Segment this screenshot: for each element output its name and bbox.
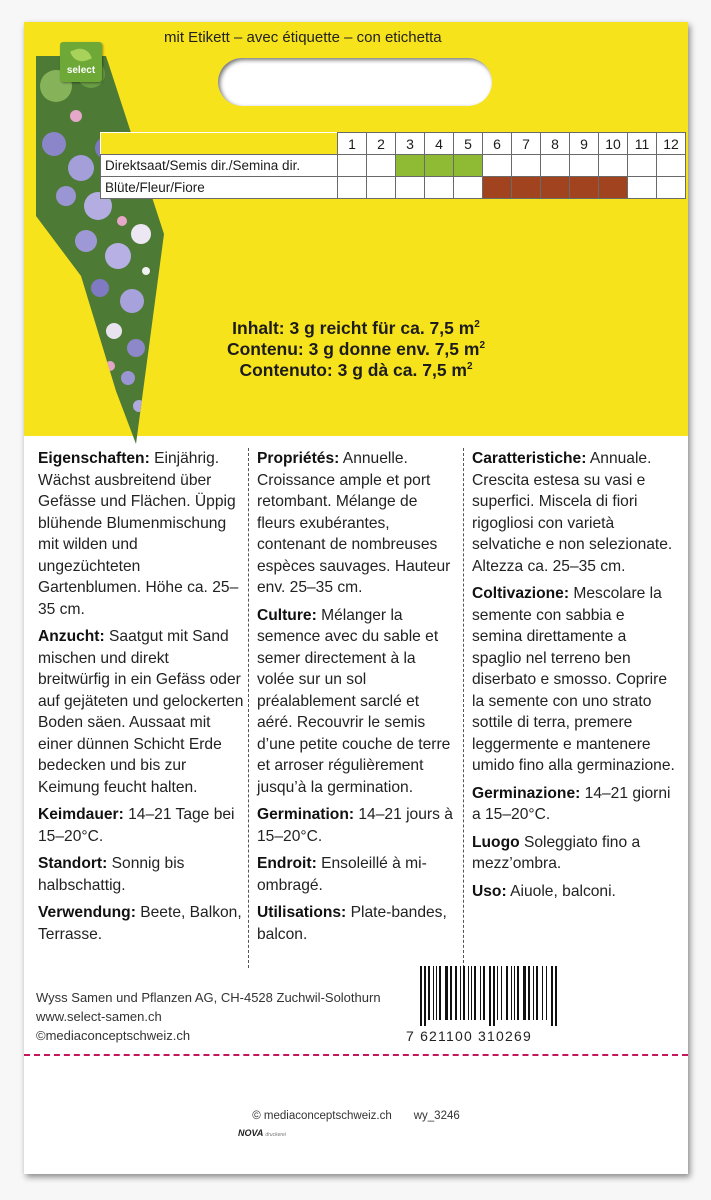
calendar-cell	[657, 155, 686, 177]
barcode-bar	[501, 966, 502, 1020]
barcode-bar	[489, 966, 491, 1026]
product-code: wy_3246	[413, 1110, 460, 1122]
barcode-bar	[517, 966, 519, 1020]
barcode	[406, 966, 652, 1046]
paragraph: Caratteristiche: Annuale. Crescita estesa su vasi e superfici. Miscela di fiori rigogliosi con varietà selvatiche e non selezionate. Altezza ca. 25–35 cm.	[472, 450, 673, 575]
barcode-bar	[450, 966, 452, 1020]
label-note: mit Etikett – avec étiquette – con etichetta	[164, 29, 442, 46]
calendar-cell	[454, 155, 483, 177]
paragraph: Standort: Sonnig bis halbschattig.	[38, 855, 185, 894]
month-8: 8	[541, 133, 570, 155]
publisher-info	[36, 988, 381, 1045]
month-10: 10	[599, 133, 628, 155]
barcode-bar	[433, 966, 434, 1020]
barcode-bar	[474, 966, 476, 1020]
calendar-cell	[425, 155, 454, 177]
paragraph: Anzucht: Saatgut mit Sand mischen und direkt breitwürfig in ein Gefäss oder auf gejäteten und gelockerten Boden säen. Aussaat mit einer dünnen Schicht Erde bedecken und bis zur Keimung feucht halten.	[38, 628, 244, 796]
calendar-cell	[338, 155, 367, 177]
french-column	[257, 448, 457, 951]
barcode-bars	[406, 966, 652, 1026]
calendar-cell	[396, 155, 425, 177]
calendar-cell	[541, 155, 570, 177]
paragraph: Verwendung: Beete, Balkon, Terrasse.	[38, 904, 242, 943]
month-3: 3	[396, 133, 425, 155]
calendar-cell	[367, 155, 396, 177]
barcode-bar	[483, 966, 485, 1020]
calendar-corner	[101, 133, 338, 155]
calendar-cell	[396, 177, 425, 199]
barcode-bar	[497, 966, 498, 1020]
paragraph: Keimdauer: 14–21 Tage bei 15–20°C.	[38, 806, 235, 845]
paragraph: Uso: Aiuole, balconi.	[472, 882, 616, 900]
cut-line	[24, 1054, 688, 1056]
barcode-bar	[463, 966, 465, 1020]
barcode-bar	[445, 966, 448, 1020]
calendar-cell	[599, 155, 628, 177]
barcode-bar	[455, 966, 457, 1020]
calendar-cell	[628, 155, 657, 177]
calendar-header-row	[101, 133, 686, 155]
barcode-bar	[533, 966, 534, 1020]
calendar-cell	[570, 155, 599, 177]
month-6: 6	[483, 133, 512, 155]
column-divider	[463, 448, 464, 968]
barcode-bar	[436, 966, 437, 1020]
calendar-row-bloom	[101, 177, 686, 199]
barcode-bar	[523, 966, 526, 1020]
barcode-bar	[542, 966, 543, 1020]
logo-text: select	[66, 65, 96, 76]
calendar-row-sowing	[101, 155, 686, 177]
paragraph: Endroit: Ensoleillé à mi-ombragé.	[257, 855, 427, 894]
calendar-cell	[454, 177, 483, 199]
barcode-bar	[420, 966, 422, 1026]
bloom-row-label: Blüte/Fleur/Fiore	[101, 177, 338, 199]
paragraph: Eigenschaften: Einjährig. Wächst ausbreitend über Gefässe und Flächen. Üppig blühende Blumenmischung mit wilden und ungezüchteten Gartenblumen. Höhe ca. 25–35 cm.	[38, 450, 239, 618]
hang-hole	[218, 58, 492, 106]
footer	[24, 1110, 688, 1122]
website-link[interactable]: www.select-samen.ch	[36, 1009, 162, 1024]
select-logo	[60, 42, 102, 82]
barcode-bar	[536, 966, 538, 1020]
barcode-bar	[528, 966, 530, 1020]
barcode-bar	[511, 966, 512, 1020]
contents-de: Inhalt: 3 g reicht für ca. 7,5 $m^2$	[232, 318, 480, 338]
company-address: Wyss Samen und Pflanzen AG, CH-4528 Zuchwil-Solothurn	[36, 990, 381, 1005]
barcode-bar	[471, 966, 472, 1020]
package-contents	[24, 318, 688, 381]
barcode-bar	[514, 966, 515, 1020]
sowing-row-label: Direktsaat/Semis dir./Semina dir.	[101, 155, 338, 177]
growing-calendar	[100, 132, 686, 199]
leaf-icon	[70, 45, 92, 64]
paragraph: Germinazione: 14–21 giorni a 15–20°C.	[472, 784, 671, 823]
month-4: 4	[425, 133, 454, 155]
barcode-bar	[493, 966, 495, 1026]
calendar-cell	[657, 177, 686, 199]
month-7: 7	[512, 133, 541, 155]
flower-photo-panel	[36, 56, 196, 446]
calendar-cell	[512, 155, 541, 177]
calendar-cell	[570, 177, 599, 199]
barcode-bar	[480, 966, 481, 1020]
copyright-line: ©mediaconceptschweiz.ch	[36, 1028, 191, 1043]
paragraph: Germination: 14–21 jours à 15–20°C.	[257, 806, 453, 845]
german-column	[38, 448, 244, 951]
barcode-bar	[424, 966, 426, 1026]
month-12: 12	[657, 133, 686, 155]
contents-fr: Contenu: 3 g donne env. 7,5 $m^2$	[226, 339, 486, 359]
paragraph: Culture: Mélanger la semence avec du sable et semer directement à la volée sur un sol préalablement sarclé et aéré. Recouvrir le semis d’une petite couche de terre et arroser régulièrement jusqu’à la germination.	[257, 606, 451, 796]
barcode-bar	[546, 966, 547, 1020]
contents-it: Contenuto: 3 g dà ca. 7,5 $m^2$	[239, 360, 473, 380]
month-9: 9	[570, 133, 599, 155]
barcode-bar	[439, 966, 441, 1020]
paragraph: Luogo Soleggiato fino a mezz’ombra.	[472, 833, 641, 872]
barcode-bar	[555, 966, 557, 1026]
barcode-bar	[468, 966, 469, 1020]
calendar-cell	[512, 177, 541, 199]
calendar-cell	[541, 177, 570, 199]
barcode-digits: 7 621100 310269	[406, 1028, 532, 1044]
calendar-cell	[483, 155, 512, 177]
italian-column	[472, 448, 678, 908]
month-1: 1	[338, 133, 367, 155]
calendar-cell	[367, 177, 396, 199]
calendar-cell	[599, 177, 628, 199]
barcode-bar	[551, 966, 553, 1026]
calendar-cell	[338, 177, 367, 199]
yellow-header-panel	[24, 22, 688, 436]
printer-logo: NOVA druckerei	[238, 1128, 286, 1138]
paragraph: Propriétés: Annuelle. Croissance ample et port retombant. Mélange de fleurs exubérantes, contenant de nombreuses espèces sauvages. Hauteur env. 25–35 cm.	[257, 450, 451, 596]
description-columns	[24, 436, 688, 966]
calendar-cell	[483, 177, 512, 199]
barcode-bar	[428, 966, 430, 1020]
month-11: 11	[628, 133, 657, 155]
calendar-cell	[628, 177, 657, 199]
calendar-cell	[425, 177, 454, 199]
footer-copyright: © mediaconceptschweiz.ch	[252, 1110, 392, 1122]
paragraph: Utilisations: Plate-bandes, balcon.	[257, 904, 447, 943]
month-5: 5	[454, 133, 483, 155]
paragraph: Coltivazione: Mescolare la semente con sabbia e semina direttamente a spaglio nel terreno ben diserbato e smosso. Coprire la semente con uno strato sottile di terra, premere leggermente e mantenere umido fino alla germinazione.	[472, 585, 675, 774]
barcode-bar	[506, 966, 508, 1020]
barcode-bar	[460, 966, 461, 1020]
seed-packet-back	[24, 22, 688, 1174]
column-divider	[248, 448, 249, 968]
month-2: 2	[367, 133, 396, 155]
